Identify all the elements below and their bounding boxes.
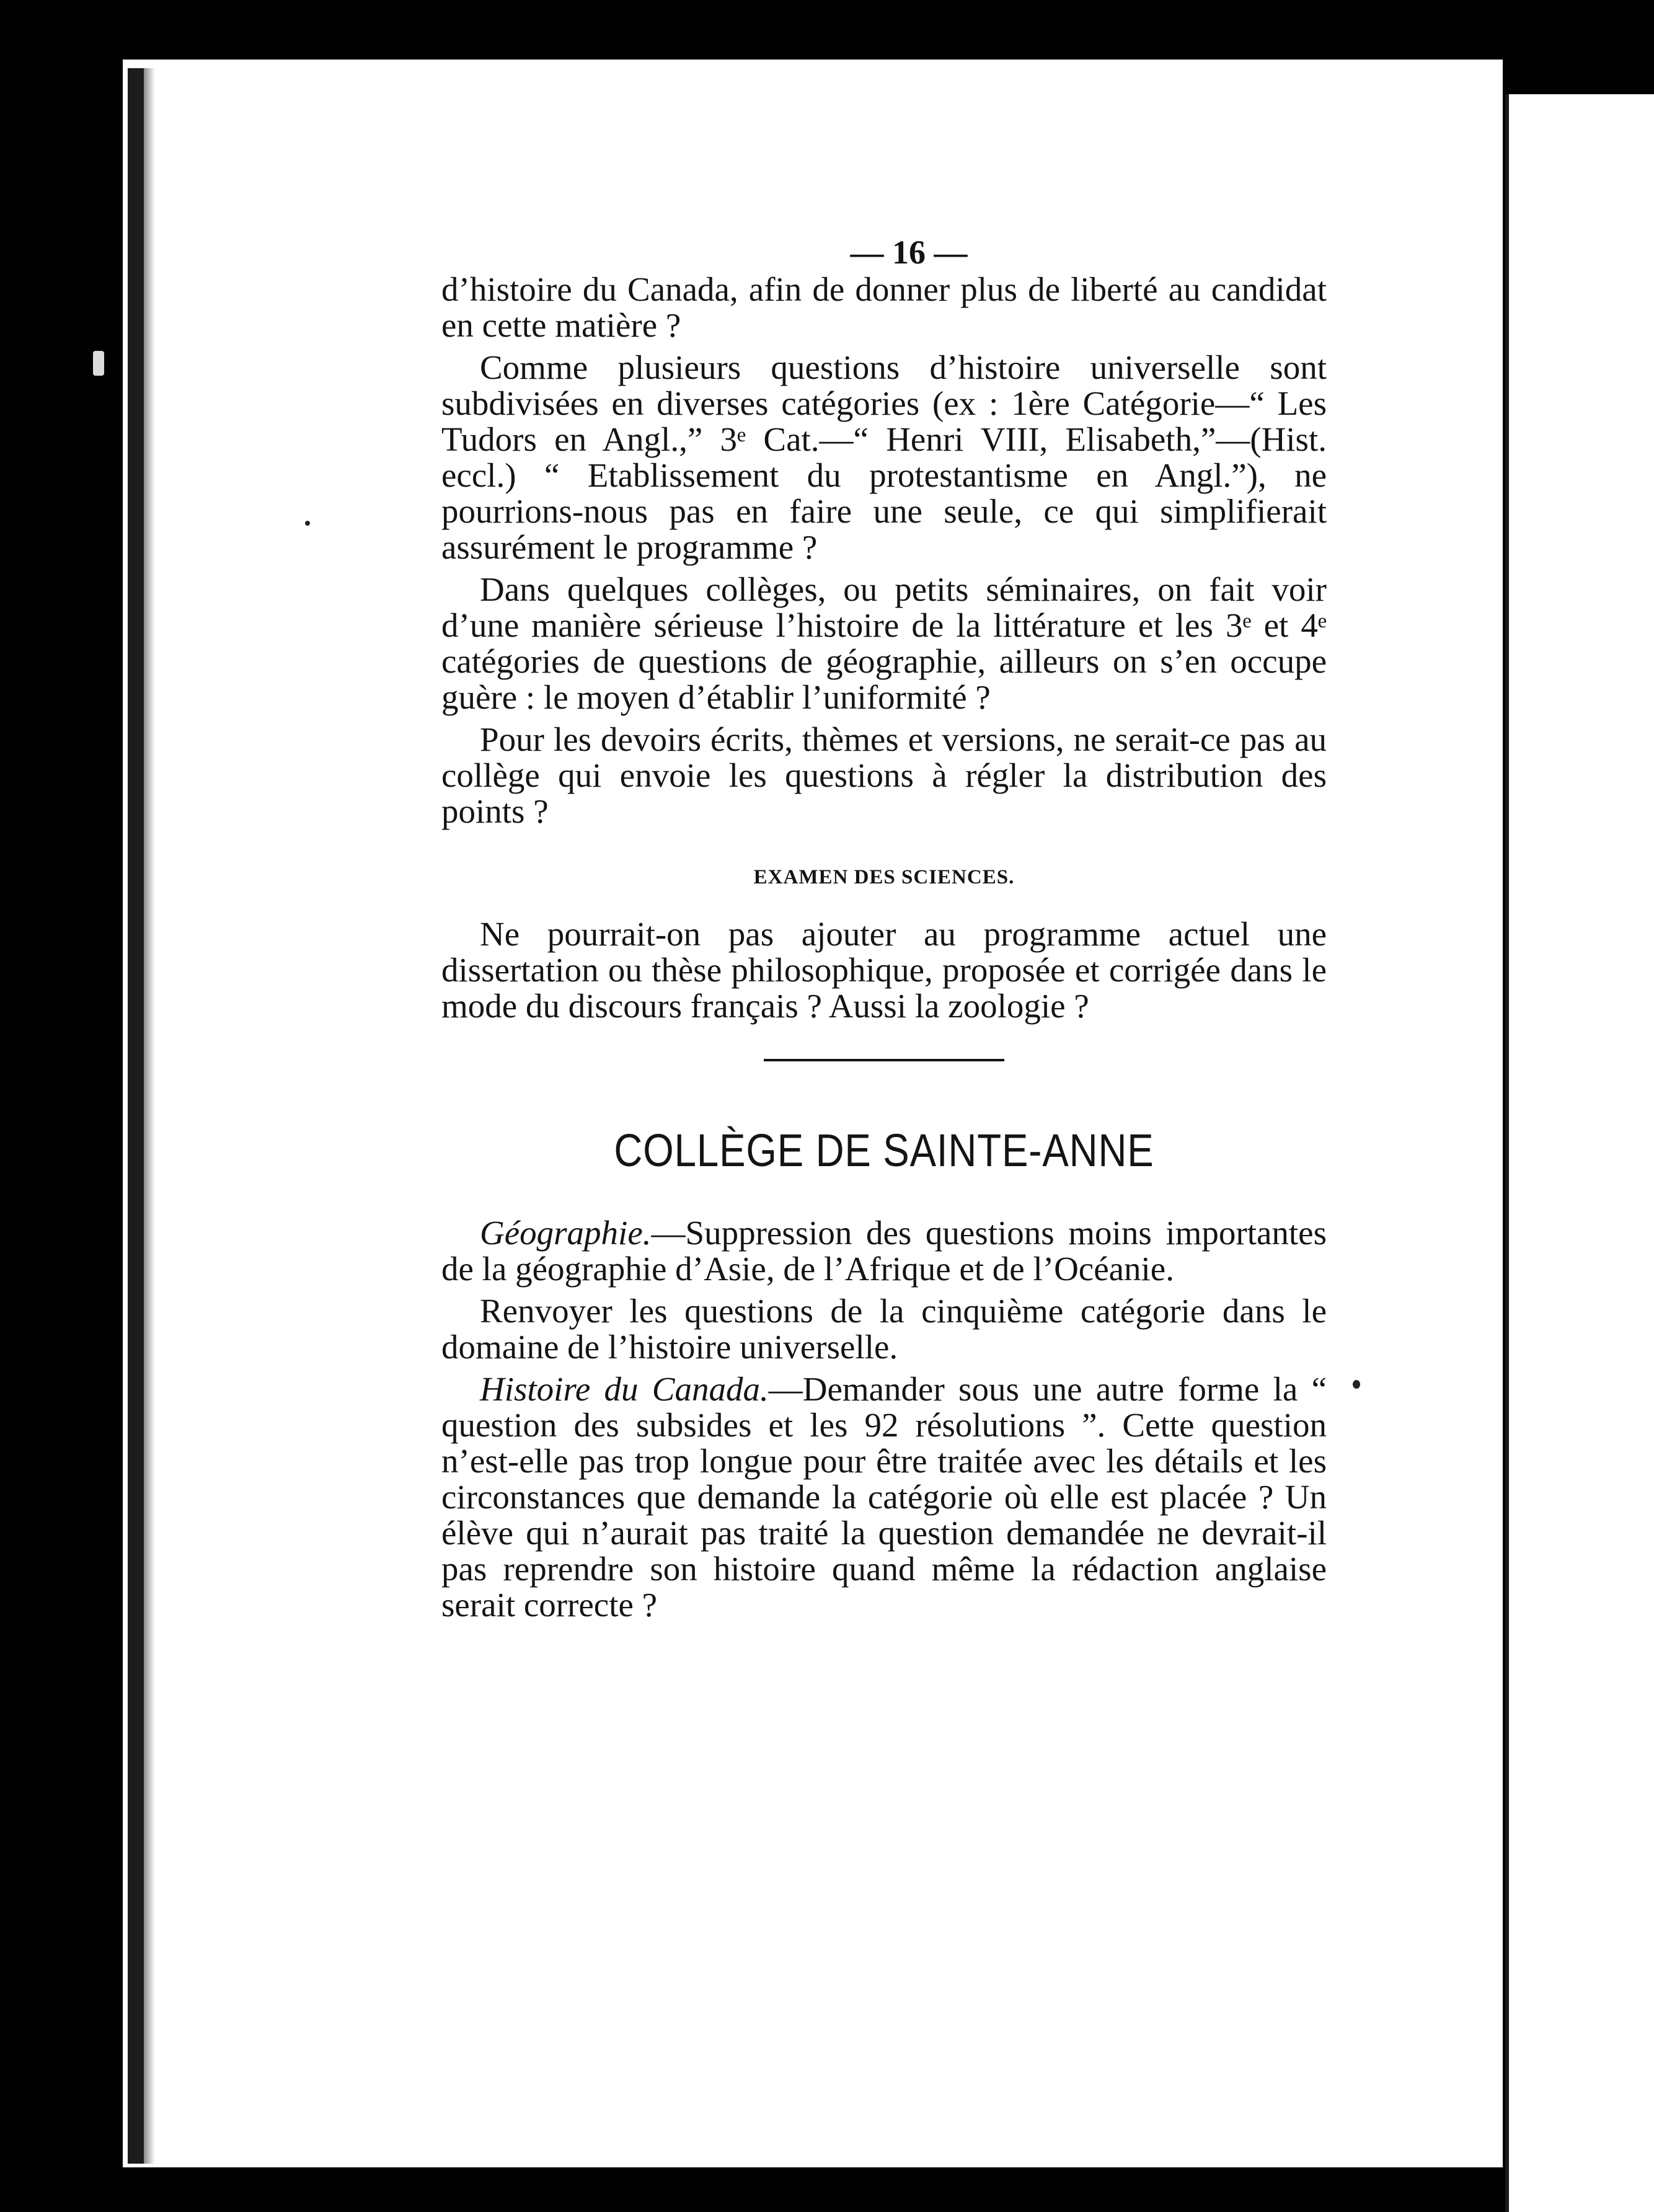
ink-speck bbox=[305, 521, 310, 526]
paragraph bbox=[441, 1371, 1327, 1623]
page-number: — 16 — bbox=[850, 234, 968, 271]
section-divider bbox=[764, 1059, 1004, 1061]
paragraph-body: —Suppression des questions moins importantes de la géographie d’Asie, de l’Afrique et de l’Océanie. bbox=[441, 1214, 1327, 1288]
ink-speck bbox=[93, 351, 104, 376]
ink-speck bbox=[1353, 1380, 1360, 1389]
paragraph-body: Renvoyer les questions de la cinquième catégorie dans le domaine de l’histoire universelle. bbox=[441, 1292, 1327, 1366]
college-title: COLLÈGE DE SAINTE-ANNE bbox=[614, 1125, 1154, 1176]
paragraph: Dans quelques collèges, ou petits séminaires, on fait voir d’une manière sérieuse l’histoire de la littérature et les 3ᵉ et 4ᵉ catégories de questions de géographie, ailleurs on s’en occupe guère : le moyen d’établir l’uniformité ? bbox=[441, 570, 1327, 716]
paragraph bbox=[441, 1215, 1327, 1287]
page-left-edge bbox=[128, 68, 144, 2164]
paragraph: d’histoire du Canada, afin de donner plus de liberté au candidat en cette matière ? bbox=[441, 270, 1327, 344]
paragraph bbox=[441, 1293, 1327, 1365]
paragraph-lead: Histoire du Canada. bbox=[480, 1370, 769, 1408]
paragraph: Pour les devoirs écrits, thèmes et versions, ne serait-ce pas au collège qui envoie les questions à régler la distribution des points ? bbox=[441, 720, 1327, 830]
paragraph-body: —Demander sous une autre forme la “ question des subsides et les 92 résolutions ”. Cette question n’est-elle pas trop longue pour être traitée avec les détails et les circonstances que demande la catégorie où elle est placée ? Un élève qui n’aurait pas traité la question demandée ne devrait-il pas reprendre son histoire quand même la rédaction anglaise serait correcte ? bbox=[441, 1370, 1327, 1624]
paragraph: Ne pourrait-on pas ajouter au programme actuel une dissertation ou thèse philosophique, proposée et corrigée dans le mode du discours français ? Aussi la zoologie ? bbox=[441, 915, 1327, 1025]
facing-page-edge bbox=[1505, 94, 1654, 2212]
section-heading: EXAMEN DES SCIENCES. bbox=[753, 866, 1015, 888]
page-text bbox=[441, 234, 1327, 1629]
paragraph-lead: Géographie. bbox=[480, 1214, 652, 1252]
gutter-shadow bbox=[144, 68, 155, 2164]
paragraph: Comme plusieurs questions d’histoire universelle sont subdivisées en diverses catégories (ex : 1ère Catégorie—“ Les Tudors en Angl.,” 3ᵉ Cat.—“ Henri VIII, Elisabeth,”—(Hist. eccl.) “ Etablissement du protestantisme en Angl.”), ne pourrions-nous pas en faire une seule, ce qui simplifierait assurément le programme ? bbox=[441, 348, 1327, 566]
